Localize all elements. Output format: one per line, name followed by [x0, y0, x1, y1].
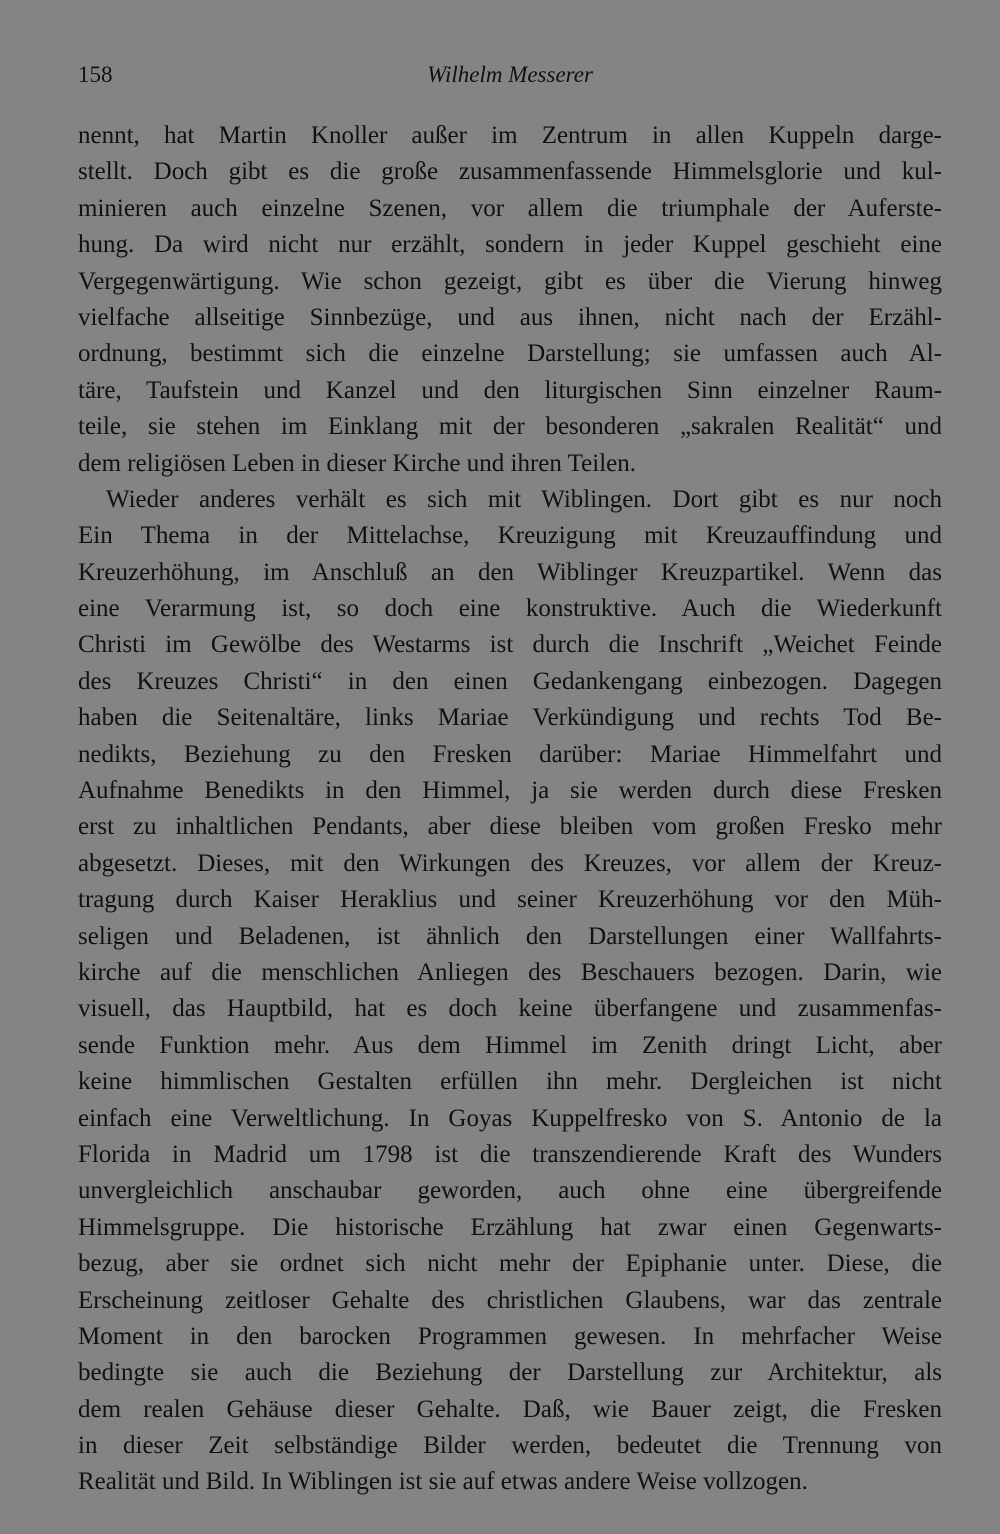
text-line: Erscheinung zeitloser Gehalte des christlichen Glaubens, war das zentrale — [78, 1286, 942, 1314]
text-line: einfach eine Verweltlichung. In Goyas Kuppelfresko von S. Antonio de la — [78, 1104, 942, 1132]
text-line: stellt. Doch gibt es die große zusammenfassende Himmelsglorie und kul- — [78, 158, 942, 186]
text-line: kirche auf die menschlichen Anliegen des Beschauers bezogen. Darin, wie — [78, 958, 942, 986]
text-line: Florida in Madrid um 1798 ist die transzendierende Kraft des Wunders — [78, 1140, 942, 1168]
text-line: Kreuzerhöhung, im Anschluß an den Wiblinger Kreuzpartikel. Wenn das — [78, 558, 942, 586]
page-number: 158 — [78, 62, 113, 87]
text-line: nennt, hat Martin Knoller außer im Zentrum in allen Kuppeln darge- — [78, 122, 942, 149]
text-line: täre, Taufstein und Kanzel und den liturgischen Sinn einzelner Raum- — [78, 376, 942, 404]
text-line: Aufnahme Benedikts in den Himmel, ja sie werden durch diese Fresken — [78, 777, 942, 805]
text-line: unvergleichlich anschaubar geworden, auch ohne eine übergreifende — [78, 1177, 942, 1205]
text-line: visuell, das Hauptbild, hat es doch keine überfangene und zusammenfas- — [78, 995, 942, 1023]
text-line: haben die Seitenaltäre, links Mariae Verkündigung und rechts Tod Be- — [78, 704, 942, 732]
text-line: seligen und Beladenen, ist ähnlich den Darstellungen einer Wallfahrts- — [78, 922, 942, 950]
text-line: Wieder anderes verhält es sich mit Wiblingen. Dort gibt es nur noch — [106, 485, 942, 513]
text-line: teile, sie stehen im Einklang mit der besonderen „sakralen Realität“ und — [78, 413, 942, 441]
text-line: minieren auch einzelne Szenen, vor allem die triumphale der Auferste- — [78, 194, 942, 222]
running-head — [78, 62, 942, 92]
text-line: abgesetzt. Dieses, mit den Wirkungen des Kreuzes, vor allem der Kreuz- — [78, 849, 942, 877]
text-line: Christi im Gewölbe des Westarms ist durch die Inschrift „Weichet Feinde — [78, 631, 942, 659]
text-line: in dieser Zeit selbständige Bilder werden, bedeutet die Trennung von — [78, 1432, 942, 1460]
body-text — [78, 118, 942, 1501]
text-line: eine Verarmung ist, so doch eine konstruktive. Auch die Wiederkunft — [78, 595, 942, 623]
text-line: dem realen Gehäuse dieser Gehalte. Daß, wie Bauer zeigt, die Fresken — [78, 1395, 942, 1423]
running-title: Wilhelm Messerer — [427, 62, 593, 87]
text-line: ordnung, bestimmt sich die einzelne Darstellung; sie umfassen auch Al- — [78, 340, 942, 368]
text-line: bedingte sie auch die Beziehung der Darstellung zur Architektur, als — [78, 1359, 942, 1387]
text-line: sende Funktion mehr. Aus dem Himmel im Zenith dringt Licht, aber — [78, 1031, 942, 1059]
text-line: nedikts, Beziehung zu den Fresken darüber: Mariae Himmelfahrt und — [78, 740, 942, 768]
text-line: Ein Thema in der Mittelachse, Kreuzigung mit Kreuzauffindung und — [78, 522, 942, 550]
text-line: des Kreuzes Christi“ in den einen Gedankengang einbezogen. Dagegen — [78, 667, 942, 695]
text-line: Himmelsgruppe. Die historische Erzählung hat zwar einen Gegenwarts- — [78, 1213, 942, 1241]
paragraph — [78, 482, 942, 1501]
text-line: Moment in den barocken Programmen gewesen. In mehrfacher Weise — [78, 1322, 942, 1350]
text-line: dem religiösen Leben in dieser Kirche und ihren Teilen. — [78, 449, 637, 477]
text-line: erst zu inhaltlichen Pendants, aber diese bleiben vom großen Fresko mehr — [78, 813, 942, 841]
text-line: Realität und Bild. In Wiblingen ist sie auf etwas andere Weise vollzogen. — [78, 1468, 808, 1496]
paragraph — [78, 118, 942, 482]
text-line: vielfache allseitige Sinnbezüge, und aus ihnen, nicht nach der Erzähl- — [78, 303, 942, 331]
text-line: keine himmlischen Gestalten erfüllen ihn mehr. Dergleichen ist nicht — [78, 1068, 942, 1096]
text-line: tragung durch Kaiser Heraklius und seiner Kreuzerhöhung vor den Müh- — [78, 886, 942, 914]
text-line: Vergegenwärtigung. Wie schon gezeigt, gibt es über die Vierung hinweg — [78, 267, 942, 295]
text-line: hung. Da wird nicht nur erzählt, sondern in jeder Kuppel geschieht eine — [78, 231, 942, 259]
text-line: bezug, aber sie ordnet sich nicht mehr der Epiphanie unter. Diese, die — [78, 1250, 942, 1278]
